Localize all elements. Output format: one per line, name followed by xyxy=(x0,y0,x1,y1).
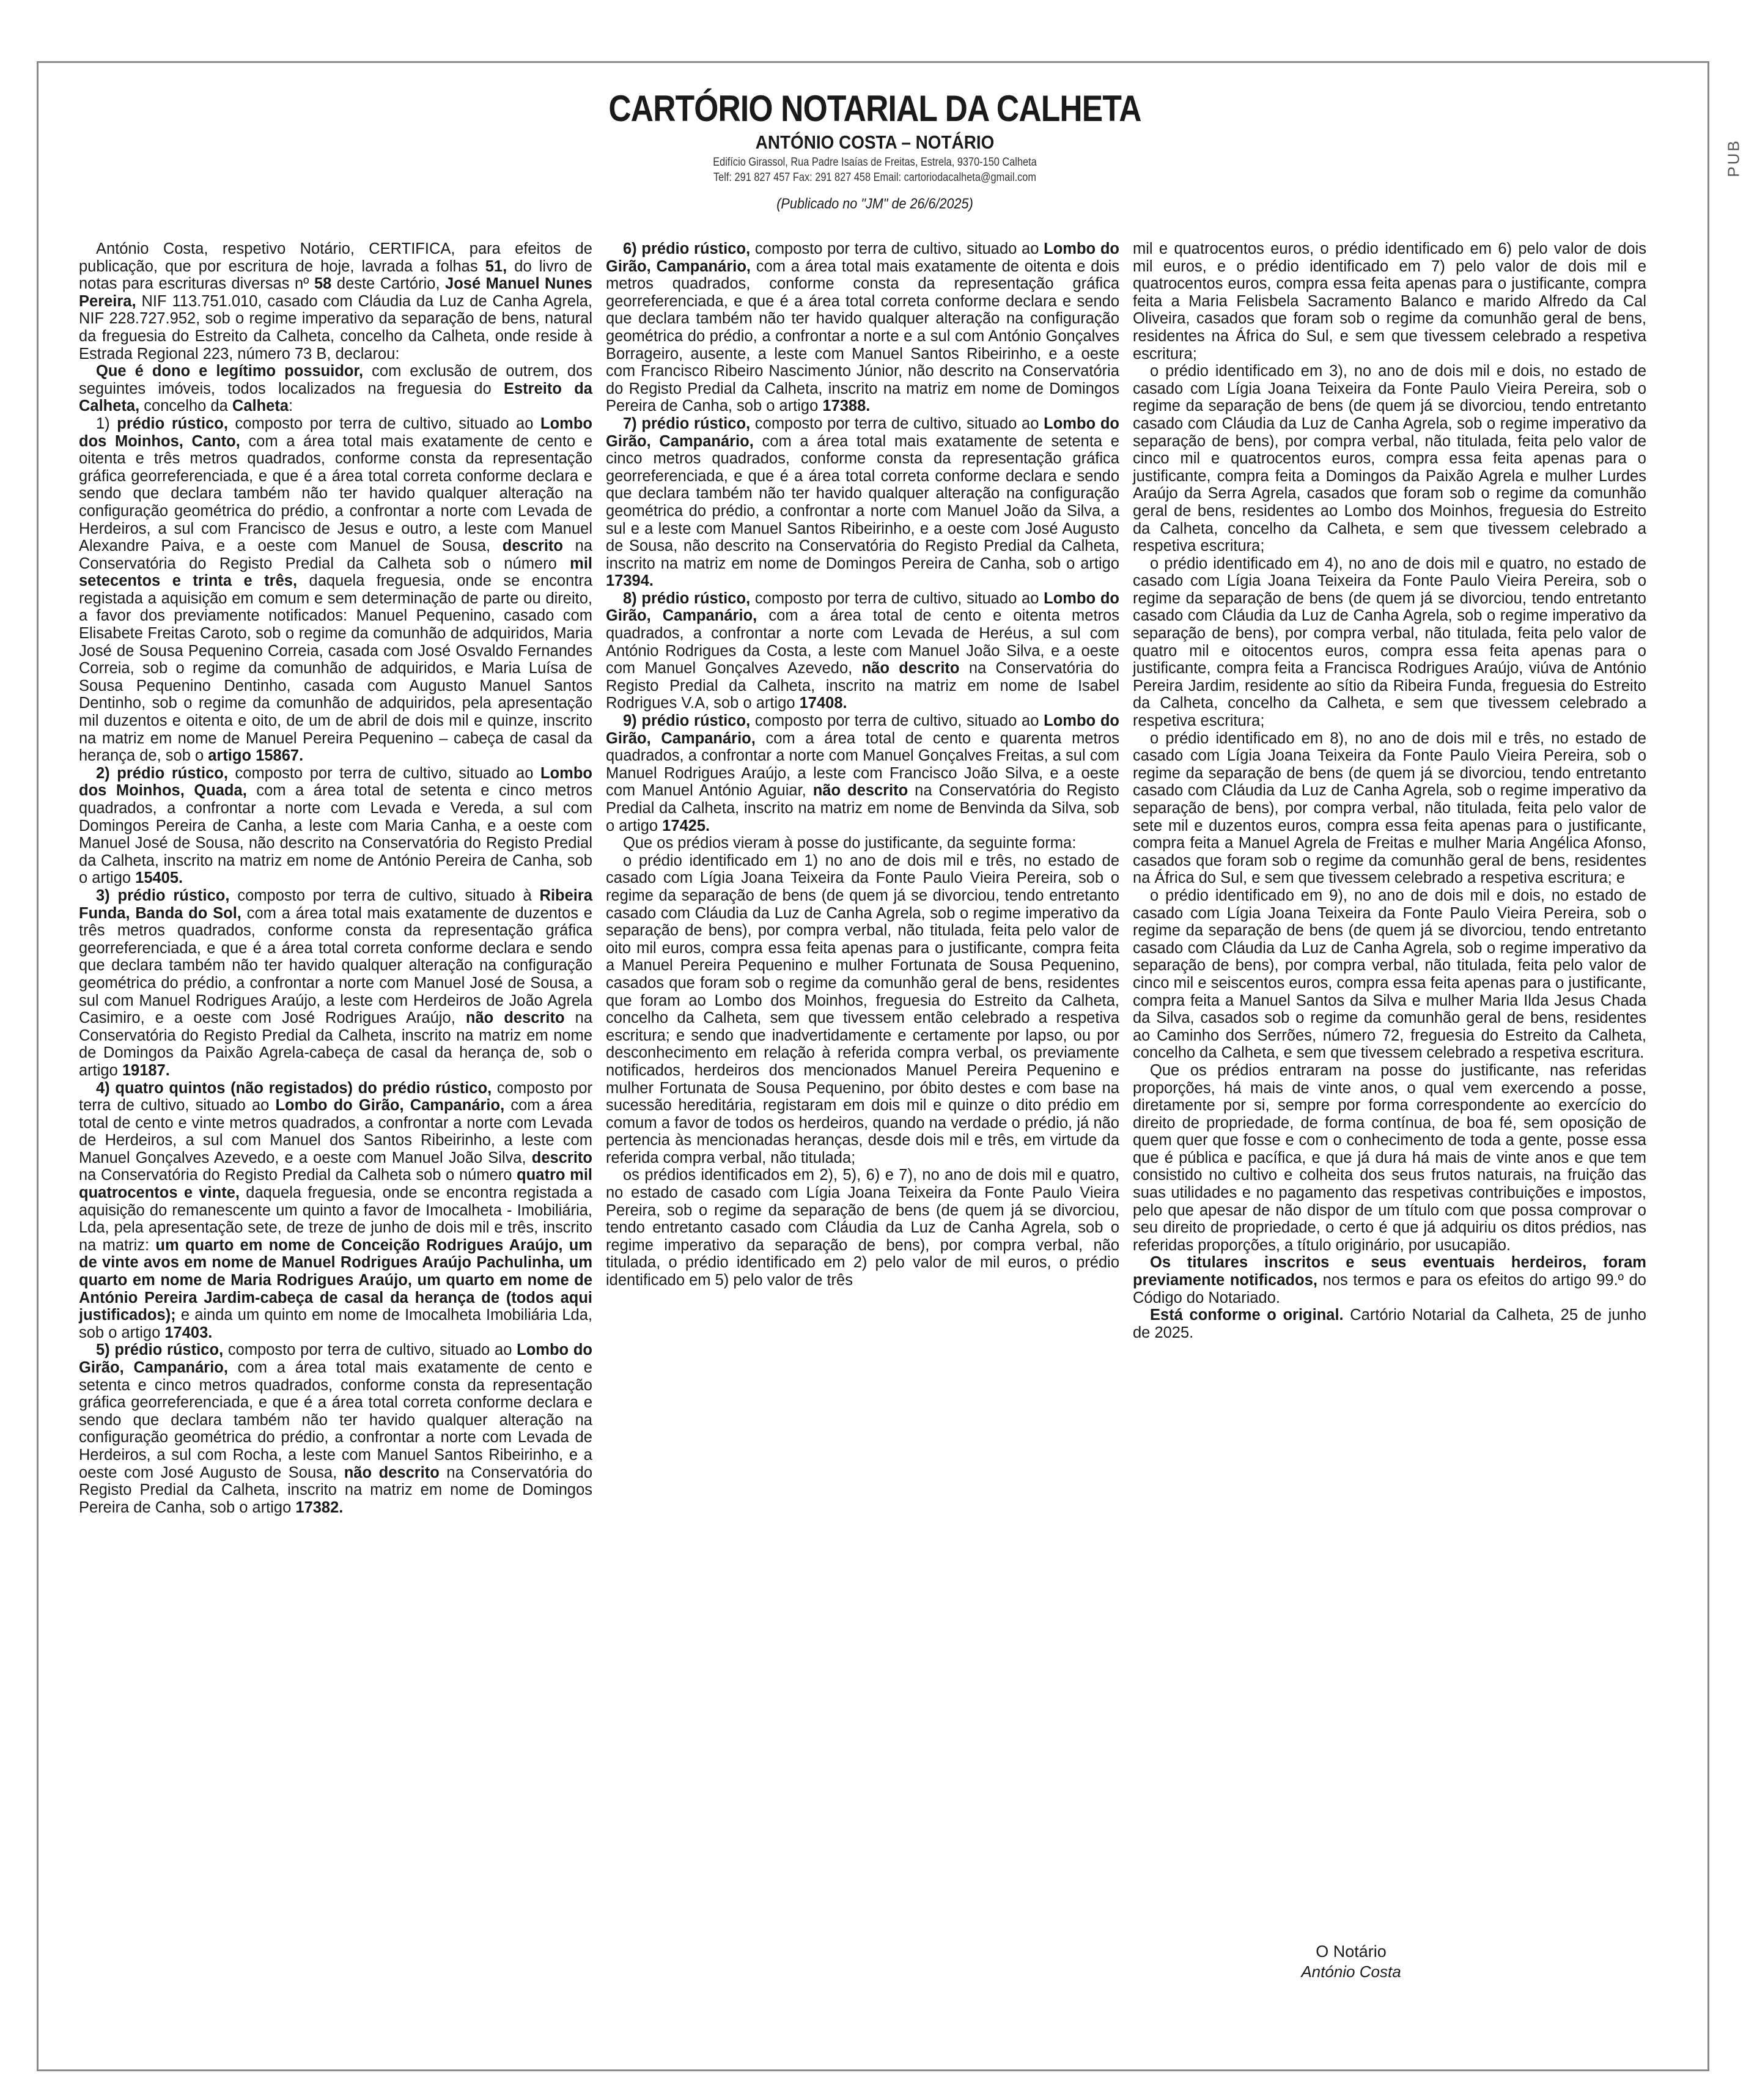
signature-name: António Costa xyxy=(1301,1962,1401,1981)
notary-subtitle: ANTÓNIO COSTA – NOTÁRIO xyxy=(755,131,995,153)
signature-block xyxy=(1094,1941,1608,1981)
publication-note: (Publicado no "JM" de 26/6/2025) xyxy=(776,196,973,212)
body-column-3: mil e quatrocentos euros, o prédio identificado em 6) pelo valor de dois mil euros, e o prédio identificado em 7) pelo valor de dois mil e quatrocentos euros, compra essa feita apenas para o justificante, compra feita a Maria Felisbela Sacramento Balanco e marido Alfredo da Cal Oliveira, casados que foram sob o regime da comunhão geral de bens, residentes na África do Sul, e sem que tivessem celebrado a respetiva escritura; o prédio identificado em 3), no ano de dois mil e dois, no estado de casado com Lígia Joana Teixeira da Fonte Paulo Vieira Pereira, sob o regime da separação de bens (de quem já se divorciou, tendo entretanto casado com Cláudia da Luz de Canha Agrela, sob o regime imperativo da separação de bens), por compra verbal, não titulada, feita pelo valor de cinco mil e quatrocentos euros, compra essa feita apenas para o justificante, compra feita a Domingos da Paixão Agrela e mulher Lurdes Araújo da Serra Agrela, casados que foram sob o regime da comunhão geral de bens, residentes ao Lombo dos Moinhos, freguesia do Estreito da Calheta, concelho da Calheta, e sem que tivessem celebrado a respetiva escritura; o prédio identificado em 4), no ano de dois mil e quatro, no estado de casado com Lígia Joana Teixeira da Fonte Paulo Vieira Pereira, sob o regime da separação de bens (de quem já se divorciou, tendo entretanto casado com Cláudia da Luz de Canha Agrela, sob o regime imperativo da separação de bens), por compra verbal, não titulada, feita pelo valor de quatro mil e oitocentos euros, compra essa feita apenas para o justificante, compra feita a Francisca Rodrigues Araújo, viúva de António Pereira Jardim, residente ao sítio da Ribeira Funda, freguesia do Estreito da Calheta, concelho da Calheta, e sem que tivessem celebrado a respetiva escritura; o prédio identificado em 8), no ano de dois mil e três, no estado de casado com Lígia Joana Teixeira da Fonte Paulo Vieira Pereira, sob o regime da separação de bens (de quem já se divorciou, tendo entretanto casado com Cláudia da Luz de Canha Agrela, sob o regime imperativo da separação de bens), por compra verbal, não titulada, feita pelo valor de sete mil e duzentos euros, compra essa feita apenas para o justificante, compra feita a Manuel Agrela de Freitas e mulher Maria Angélica Afonso, casados que foram sob o regime da comunhão geral de bens, residentes na África do Sul, e sem que tivessem celebrado a respetiva escritura; e o prédio identificado em 9), no ano de dois mil e dois, no estado de casado com Lígia Joana Teixeira da Fonte Paulo Vieira Pereira, sob o regime da separação de bens (de quem já se divorciou, tendo entretanto casado com Cláudia da Luz de Canha Agrela, sob o regime imperativo da separação de bens), por compra verbal, não titulada, feita pelo valor de cinco mil e seiscentos euros, compra essa feita apenas para o justificante, compra feita a Manuel Santos da Silva e mulher Maria Ilda Jesus Chada da Silva, casados sob o regime da comunhão geral de bens, residentes ao Caminho dos Serrões, número 72, freguesia do Estreito da Calheta, concelho da Calheta, e sem que tivessem celebrado a respetiva escritura. Que os prédios entraram na posse do justificante, nas referidas proporções, há mais de vinte anos, o qual vem exercendo a posse, diretamente por si, sempre por forma correspondente ao exercício do direito de propriedade, de forma contínua, de boa fé, sem oposição de quem quer que fosse e com o conhecimento de toda a gente, posse essa que é pública e pacífica, e que já dura há mais de vinte anos e que tem consistido no cultivo e colheita dos seus frutos naturais, na fruição das suas utilidades e no pagamento das respetivas contribuições e impostos, pelo que apesar de não dispor de um título com que possa comprovar o seu direito de propriedade, o certo é que já adquiriu os ditos prédios, nas referidas proporções, a título originário, por usucapião. Os titulares inscritos e seus eventuais herdeiros, foram previamente notificados, nos termos e para os efeitos do artigo 99.º do Código do Notariado. Está conforme o original. Cartório Notarial da Calheta, 25 de junho de 2025. xyxy=(1133,240,1646,1341)
notary-address: Edifício Girassol, Rua Padre Isaías de Freitas, Estrela, 9370-150 Calheta xyxy=(713,156,1037,169)
notice-header xyxy=(39,87,1711,215)
pub-tag: PUB xyxy=(1724,138,1743,177)
notary-title: CARTÓRIO NOTARIAL DA CALHETA xyxy=(608,88,1141,129)
notice-frame xyxy=(37,61,1743,2071)
notary-contacts: Telf: 291 827 457 Fax: 291 827 458 Email: cartoriodacalheta@gmail.com xyxy=(713,171,1036,184)
body-column-1: António Costa, respetivo Notário, CERTIFICA, para efeitos de publicação, que por escritura de hoje, lavrada a folhas 51, do livro de notas para escrituras diversas nº 58 deste Cartório, José Manuel Nunes Pereira, NIF 113.751.010, casado com Cláudia da Luz de Canha Agrela, NIF 228.727.952, sob o regime imperativo da separação de bens, natural da freguesia do Estreito da Calheta, concelho da Calheta, onde reside à Estrada Regional 223, número 73 B, declarou: Que é dono e legítimo possuidor, com exclusão de outrem, dos seguintes imóveis, todos localizados na freguesia do Estreito da Calheta, concelho da Calheta: 1) prédio rústico, composto por terra de cultivo, situado ao Lombo dos Moinhos, Canto, com a área total mais exatamente de cento e oitenta e três metros quadrados, conforme consta da representação gráfica georreferenciada, e que é a área total correta conforme declara e sendo que declara também não ter havido qualquer alteração na configuração geométrica do prédio, a confrontar a norte com Levada de Herdeiros, a sul com Francisco de Jesus e outro, a leste com Manuel Alexandre Paiva, e a oeste com Manuel de Sousa, descrito na Conservatória do Registo Predial da Calheta sob o número mil setecentos e trinta e três, daquela freguesia, onde se encontra registada a aquisição em comum e sem determinação de parte ou direito, a favor dos previamente notificados: Manuel Pequenino, casado com Elisabete Freitas Caroto, sob o regime da comunhão de adquiridos, Maria José de Sousa Pequenino Correia, casada com José Osvaldo Fernandes Correia, sob o regime da comunhão de adquiridos, e Maria Luísa de Sousa Pequenino Dentinho, casada com Augusto Manuel Santos Dentinho, sob o regime da comunhão de adquiridos, pela apresentação mil duzentos e oitenta e oito, de um de abril de dois mil e quinze, inscrito na matriz em nome de Manuel Pereira Pequenino – cabeça de casal da herança de, sob o artigo 15867. 2) prédio rústico, composto por terra de cultivo, situado ao Lombo dos Moinhos, Quada, com a área total de setenta e cinco metros quadrados, a confrontar a norte com Levada e Vereda, a sul com Domingos Pereira de Canha, a leste com Maria Canha, e a oeste com Manuel José de Sousa, não descrito na Conservatória do Registo Predial da Calheta, inscrito na matriz em nome de António Pereira de Canha, sob o artigo 15405. 3) prédio rústico, composto por terra de cultivo, situado à Ribeira Funda, Banda do Sol, com a área total mais exatamente de duzentos e três metros quadrados, conforme consta da representação gráfica georreferenciada, e que é a área total correta conforme declara e sendo que declara também não ter havido qualquer alteração na configuração geométrica do prédio, a confrontar a norte com Manuel José de Sousa, a sul com Manuel Rodrigues Araújo, a leste com Herdeiros de João Agrela Casimiro, e a oeste com José Rodrigues Araújo, não descrito na Conservatória do Registo Predial da Calheta, inscrito na matriz em nome de Domingos da Paixão Agrela-cabeça de casal da herança de, sob o artigo 19187. 4) quatro quintos (não registados) do prédio rústico, composto por terra de cultivo, situado ao Lombo do Girão, Campanário, com a área total de cento e vinte metros quadrados, a confrontar a norte com Levada de Herdeiros, a sul com Manuel dos Santos Ribeirinho, a leste com Manuel Gonçalves Azevedo, e a oeste com Manuel João Silva, descrito na Conservatória do Registo Predial da Calheta sob o número quatro mil quatrocentos e vinte, daquela freguesia, onde se encontra registada a aquisição do remanescente um quinto a favor de Imocalheta - Imobiliária, Lda, pela apresentação sete, de treze de junho de dois mil e três, inscrito na matriz: um quarto em nome de Conceição Rodrigues Araújo, um de vinte avos em nome de Manuel Rodrigues Araújo Pachulinha, um quarto em nome de Maria Rodrigues Araújo, um quarto em nome de António Pereira Jardim-cabeça de casal da herança de (todos aqui justificados); e ainda um quinto em nome de Imocalheta Imobiliária Lda, sob o artigo 17403. 5) prédio rústico, composto por terra de cultivo, situado ao Lombo do Girão, Campanário, com a área total mais exatamente de cento e setenta e cinco metros quadrados, conforme consta da representação gráfica georreferenciada, e que é a área total correta conforme declara e sendo que declara também não ter havido qualquer alteração na configuração geométrica do prédio, a confrontar a norte com Levada de Herdeiros, a sul com Rocha, a leste com Manuel Santos Ribeirinho, e a oeste com José Augusto de Sousa, não descrito na Conservatória do Registo Predial da Calheta, inscrito na matriz em nome de Domingos Pereira de Canha, sob o artigo 17382. xyxy=(79,240,593,1516)
body-column-2: 6) prédio rústico, composto por terra de cultivo, situado ao Lombo do Girão, Campanário, com a área total mais exatamente de oitenta e dois metros quadrados, conforme consta da representação gráfica georreferenciada, e que é a área total correta conforme declara e sendo que declara também não ter havido qualquer alteração na configuração geométrica do prédio, a confrontar a norte e a sul com António Gonçalves Borrageiro, ausente, a leste com Manuel Santos Ribeirinho, e a oeste com Francisco Ribeiro Nascimento Júnior, não descrito na Conservatória do Registo Predial da Calheta, inscrito na matriz em nome de Domingos Pereira de Canha, sob o artigo 17388. 7) prédio rústico, composto por terra de cultivo, situado ao Lombo do Girão, Campanário, com a área total mais exatamente de setenta e cinco metros quadrados, conforme consta da representação gráfica georreferenciada, e que é a área total correta conforme declara e sendo que declara também não ter havido qualquer alteração na configuração geométrica do prédio, a confrontar a norte com Manuel João da Silva, a sul e a leste com Manuel Santos Ribeirinho, e a oeste com José Augusto de Sousa, não descrito na Conservatória do Registo Predial da Calheta, inscrito na matriz em nome de Domingos Pereira de Canha, sob o artigo 17394. 8) prédio rústico, composto por terra de cultivo, situado ao Lombo do Girão, Campanário, com a área total de cento e oitenta metros quadrados, a confrontar a norte com Levada de Heréus, a sul com António Rodrigues da Costa, a leste com Manuel João Silva, e a oeste com Manuel Gonçalves Azevedo, não descrito na Conservatória do Registo Predial da Calheta, inscrito na matriz em nome de Isabel Rodrigues V.A, sob o artigo 17408. 9) prédio rústico, composto por terra de cultivo, situado ao Lombo do Girão, Campanário, com a área total de cento e quarenta metros quadrados, a confrontar a norte com Manuel Gonçalves Freitas, a sul com Manuel Rodrigues Araújo, a leste com Francisco João Silva, e a oeste com Manuel António Aguiar, não descrito na Conservatória do Registo Predial da Calheta, inscrito na matriz em nome de Benvinda da Silva, sob o artigo 17425. Que os prédios vieram à posse do justificante, da seguinte forma: o prédio identificado em 1) no ano de dois mil e três, no estado de casado com Lígia Joana Teixeira da Fonte Paulo Vieira Pereira, sob o regime da separação de bens (de quem já se divorciou, tendo entretanto casado com Cláudia da Luz de Canha Agrela, sob o regime imperativo da separação de bens), por compra verbal, não titulada, feita pelo valor de oito mil euros, compra essa feita apenas para o justificante, compra feita a Manuel Pereira Pequenino e mulher Fortunata de Sousa Pequenino, casados que foram sob o regime da comunhão geral de bens, residentes que foram ao Lombo dos Moinhos, freguesia do Estreito da Calheta, concelho da Calheta, sem que tivessem então celebrado a respetiva escritura; e sendo que inadvertidamente e certamente por lapso, ou por desconhecimento em relação à referida compra verbal, os previamente notificados, herdeiros dos mencionados Manuel Pereira Pequenino e mulher Fortunata de Sousa Pequenino, por óbito destes e com base na sucessão hereditária, registaram em dois mil e quinze o dito prédio em comum a favor de todos os herdeiros, quando na verdade o prédio, já não pertencia às mencionadas heranças, desde dois mil e três, em virtude da referida compra verbal, não titulada; os prédios identificados em 2), 5), 6) e 7), no ano de dois mil e quatro, no estado de casado com Lígia Joana Teixeira da Fonte Paulo Vieira Pereira, sob o regime da separação de bens (de quem já se divorciou, tendo entretanto casado com Cláudia da Luz de Canha Agrela, sob o regime imperativo da separação de bens), por compra verbal, não titulada, o prédio identificado em 2) pelo valor de mil euros, o prédio identificado em 5) pelo valor de três xyxy=(606,240,1120,1289)
signature-role: O Notário xyxy=(1316,1942,1387,1961)
